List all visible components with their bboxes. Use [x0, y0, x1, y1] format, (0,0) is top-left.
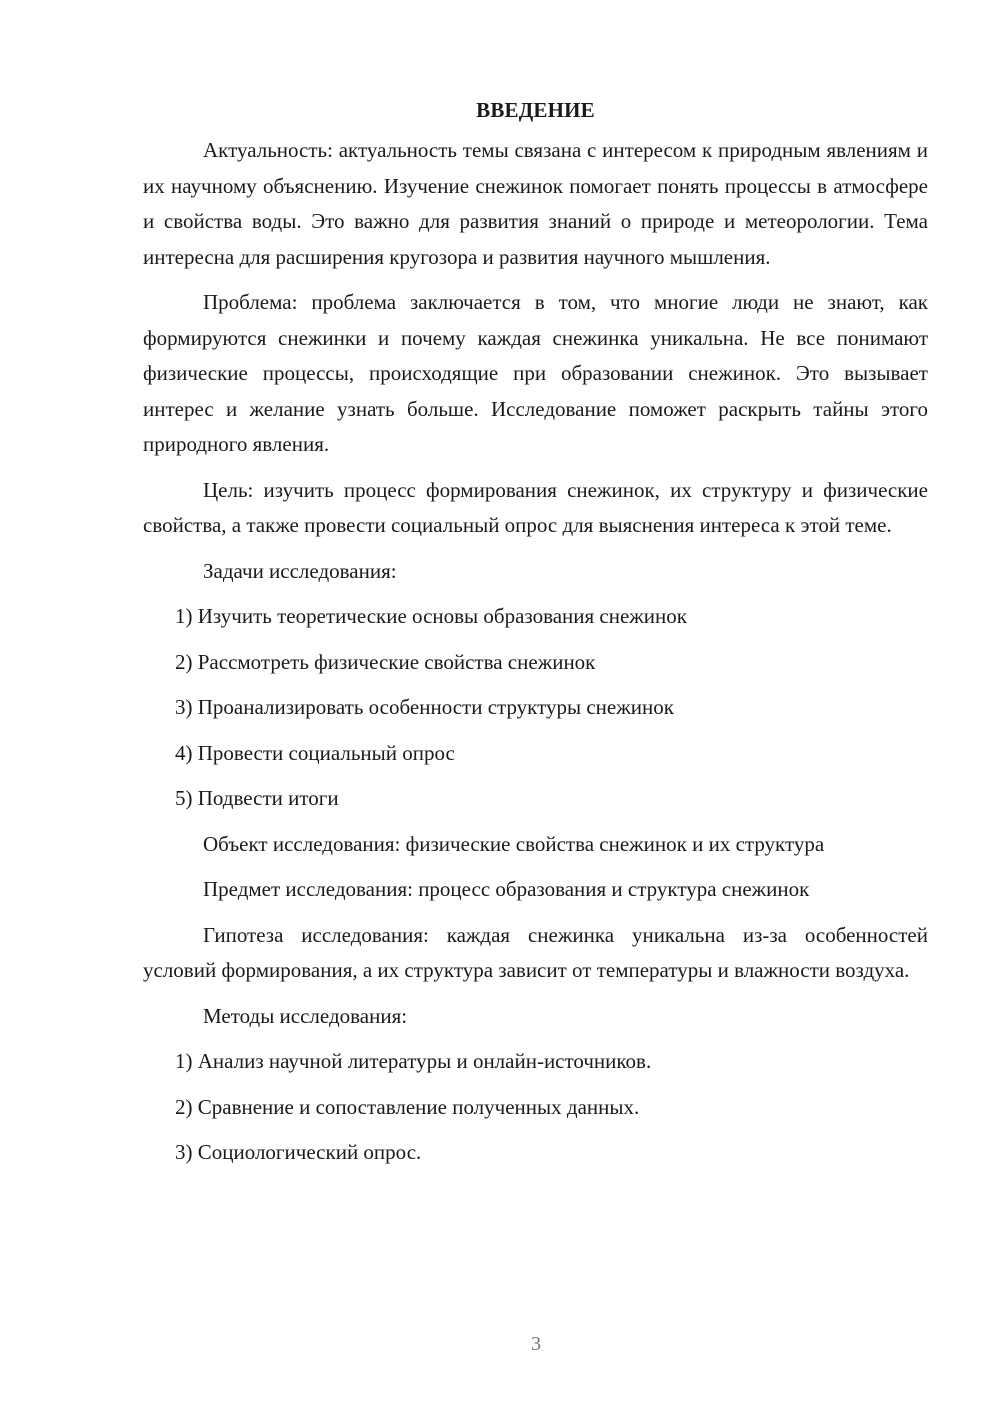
page-number: 3 — [531, 1333, 541, 1355]
paragraph-object: Объект исследования: физические свойства снежинок и их структура — [203, 831, 825, 856]
list-item: 1) Изучить теоретические основы образования снежинок — [175, 604, 687, 628]
paragraph-subject: Предмет исследования: процесс образования и структура снежинок — [203, 877, 810, 901]
paragraph-problem: Проблема: проблема заключается в том, что многие люди не знают, как формируются снежинки и почему каждая снежинка уникальна. Не все понимают физические процессы, происходящие при образовании снежинок. Это вызывает интерес и желание узнать больше. Исследование поможет раскрыть тайны этого природного явления. — [143, 290, 928, 456]
list-item: 2) Сравнение и сопоставление полученных данных. — [175, 1094, 640, 1119]
methods-list — [143, 1044, 928, 1171]
paragraph-hypothesis: Гипотеза исследования: каждая снежинка уникальна из-за особенностей условий формирования, а их структура зависит от температуры и влажности воздуха. — [143, 922, 928, 982]
paragraph-relevance: Актуальность: актуальность темы связана с интересом к природным явлениям и их научному объяснению. Изучение снежинок помогает понять процессы в атмосфере и свойства воды. Это важно для развития знаний о природе и метеорологии. Тема интересна для расширения кругозора и развития научного мышления. — [143, 138, 928, 269]
tasks-list — [143, 599, 928, 817]
list-item: 1) Анализ научной литературы и онлайн-источников. — [175, 1049, 652, 1073]
paragraph-goal: Цель: изучить процесс формирования снежинок, их структуру и физические свойства, а также провести социальный опрос для выяснения интереса к этой теме. — [143, 477, 928, 537]
list-item: 3) Социологический опрос. — [175, 1140, 422, 1164]
list-item: 2) Рассмотреть физические свойства снежинок — [175, 649, 596, 674]
list-item: 3) Проанализировать особенности структуры снежинок — [175, 695, 674, 719]
document-title: ВВЕДЕНИЕ — [476, 98, 595, 122]
tasks-heading: Задачи исследования: — [203, 558, 397, 583]
methods-heading: Методы исследования: — [203, 1003, 408, 1028]
list-item: 5) Подвести итоги — [175, 786, 339, 810]
document-page — [143, 95, 928, 1181]
list-item: 4) Провести социальный опрос — [175, 740, 455, 765]
